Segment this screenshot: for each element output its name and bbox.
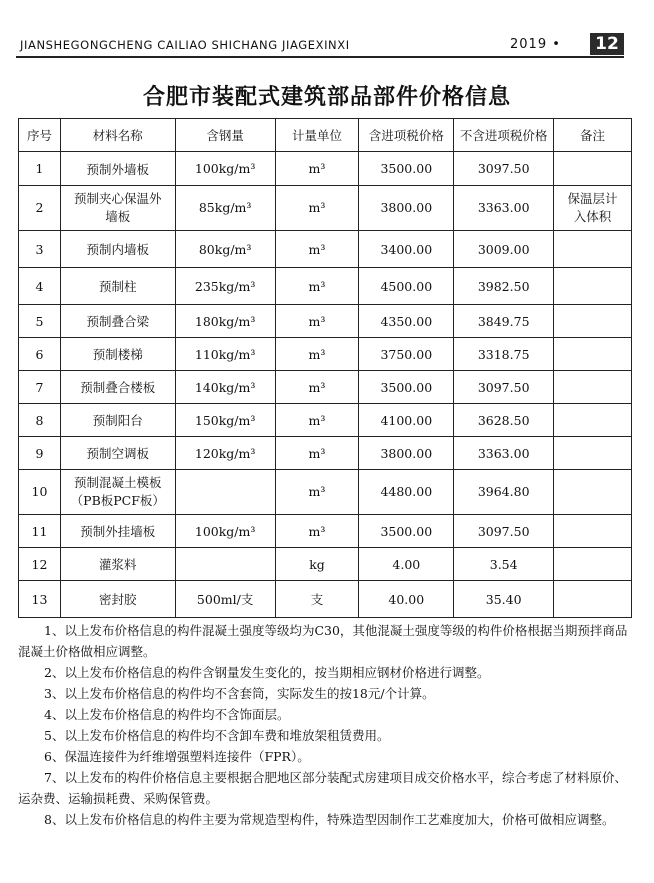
cell-price-without-tax: 3363.00 bbox=[454, 437, 554, 470]
cell-note bbox=[554, 437, 632, 470]
cell-note bbox=[554, 470, 632, 515]
cell-material: 预制外挂墙板 bbox=[60, 515, 175, 548]
cell-steel: 180kg/m³ bbox=[175, 305, 275, 338]
table-row bbox=[19, 231, 632, 268]
cell-material: 预制阳台 bbox=[60, 404, 175, 437]
cell-price-with-tax: 3750.00 bbox=[359, 338, 454, 371]
note-item: 8、以上发布价格信息的构件主要为常规造型构件，特殊造型因制作工艺难度加大，价格可做相应调整。 bbox=[44, 812, 615, 827]
note-item: 2、以上发布价格信息的构件含钢量发生变化的，按当期相应钢材价格进行调整。 bbox=[44, 665, 490, 680]
price-table bbox=[18, 118, 632, 618]
column-header-index: 序号 bbox=[19, 119, 61, 152]
cell-material: 密封胶 bbox=[60, 581, 175, 618]
cell-index: 5 bbox=[19, 305, 61, 338]
cell-price-with-tax: 40.00 bbox=[359, 581, 454, 618]
table-row bbox=[19, 186, 632, 231]
cell-material: 预制混凝土模板（PB板PCF板） bbox=[60, 470, 175, 515]
cell-note bbox=[554, 231, 632, 268]
table-row bbox=[19, 404, 632, 437]
cell-steel bbox=[175, 470, 275, 515]
cell-price-with-tax: 4350.00 bbox=[359, 305, 454, 338]
cell-unit: m³ bbox=[275, 305, 359, 338]
column-header-steel: 含钢量 bbox=[175, 119, 275, 152]
cell-steel: 150kg/m³ bbox=[175, 404, 275, 437]
cell-price-without-tax: 3097.50 bbox=[454, 515, 554, 548]
cell-index: 4 bbox=[19, 268, 61, 305]
table-row bbox=[19, 338, 632, 371]
cell-index: 10 bbox=[19, 470, 61, 515]
issue-year: 2019 • bbox=[510, 37, 561, 52]
table-row bbox=[19, 305, 632, 338]
cell-price-with-tax: 3500.00 bbox=[359, 152, 454, 186]
cell-unit: 支 bbox=[275, 581, 359, 618]
column-header-material: 材料名称 bbox=[60, 119, 175, 152]
note-item: 7、以上发布的构件价格信息主要根据合肥地区部分装配式房建项目成交价格水平，综合考虑了材料原价、运杂费、运输损耗费、采购保管费。 bbox=[18, 770, 627, 806]
table-row bbox=[19, 515, 632, 548]
cell-index: 3 bbox=[19, 231, 61, 268]
cell-price-without-tax: 3849.75 bbox=[454, 305, 554, 338]
cell-steel: 100kg/m³ bbox=[175, 152, 275, 186]
cell-material: 预制外墙板 bbox=[60, 152, 175, 186]
page-header bbox=[16, 28, 620, 58]
cell-note bbox=[554, 581, 632, 618]
cell-note bbox=[554, 338, 632, 371]
cell-steel bbox=[175, 548, 275, 581]
table-row bbox=[19, 581, 632, 618]
cell-price-without-tax: 35.40 bbox=[454, 581, 554, 618]
table-header-row bbox=[19, 119, 632, 152]
cell-unit: m³ bbox=[275, 470, 359, 515]
table-row bbox=[19, 470, 632, 515]
cell-note: 保温层计入体积 bbox=[554, 186, 632, 231]
cell-steel: 85kg/m³ bbox=[175, 186, 275, 231]
cell-index: 13 bbox=[19, 581, 61, 618]
cell-note bbox=[554, 152, 632, 186]
note-item: 5、以上发布价格信息的构件均不含卸车费和堆放架租赁费用。 bbox=[44, 728, 390, 743]
note-item: 4、以上发布价格信息的构件均不含饰面层。 bbox=[44, 707, 290, 722]
note-item: 3、以上发布价格信息的构件均不含套筒，实际发生的按18元/个计算。 bbox=[44, 686, 435, 701]
cell-material: 预制空调板 bbox=[60, 437, 175, 470]
column-header-unit: 计量单位 bbox=[275, 119, 359, 152]
table-row bbox=[19, 371, 632, 404]
cell-material: 预制夹心保温外墙板 bbox=[60, 186, 175, 231]
cell-note bbox=[554, 268, 632, 305]
cell-price-without-tax: 3009.00 bbox=[454, 231, 554, 268]
cell-index: 2 bbox=[19, 186, 61, 231]
cell-material: 预制柱 bbox=[60, 268, 175, 305]
cell-material: 灌浆料 bbox=[60, 548, 175, 581]
cell-steel: 100kg/m³ bbox=[175, 515, 275, 548]
cell-index: 7 bbox=[19, 371, 61, 404]
cell-unit: m³ bbox=[275, 338, 359, 371]
column-header-price-without-tax: 不含进项税价格 bbox=[454, 119, 554, 152]
cell-price-without-tax: 3964.80 bbox=[454, 470, 554, 515]
table-row bbox=[19, 548, 632, 581]
cell-price-without-tax: 3.54 bbox=[454, 548, 554, 581]
note-item: 6、保温连接件为纤维增强塑料连接件（FPR）。 bbox=[44, 749, 310, 764]
cell-unit: m³ bbox=[275, 268, 359, 305]
page-title: 合肥市装配式建筑部品部件价格信息 bbox=[142, 84, 511, 110]
cell-price-with-tax: 4480.00 bbox=[359, 470, 454, 515]
cell-index: 1 bbox=[19, 152, 61, 186]
note-item: 1、以上发布价格信息的构件混凝土强度等级均为C30，其他混凝土强度等级的构件价格根据当期预拌商品混凝土价格做相应调整。 bbox=[18, 623, 628, 659]
cell-price-with-tax: 4.00 bbox=[359, 548, 454, 581]
cell-steel: 80kg/m³ bbox=[175, 231, 275, 268]
cell-unit: m³ bbox=[275, 152, 359, 186]
cell-price-without-tax: 3628.50 bbox=[454, 404, 554, 437]
cell-price-with-tax: 3400.00 bbox=[359, 231, 454, 268]
table-row bbox=[19, 437, 632, 470]
cell-price-with-tax: 4500.00 bbox=[359, 268, 454, 305]
cell-steel: 500ml/支 bbox=[175, 581, 275, 618]
cell-steel: 140kg/m³ bbox=[175, 371, 275, 404]
cell-index: 6 bbox=[19, 338, 61, 371]
publication-name: JIANSHEGONGCHENG CAILIAO SHICHANG JIAGEXINXI bbox=[20, 38, 350, 52]
cell-price-without-tax: 3318.75 bbox=[454, 338, 554, 371]
cell-note bbox=[554, 404, 632, 437]
cell-index: 12 bbox=[19, 548, 61, 581]
cell-price-without-tax: 3097.50 bbox=[454, 152, 554, 186]
cell-note bbox=[554, 305, 632, 338]
cell-steel: 120kg/m³ bbox=[175, 437, 275, 470]
cell-steel: 235kg/m³ bbox=[175, 268, 275, 305]
cell-price-without-tax: 3363.00 bbox=[454, 186, 554, 231]
cell-unit: m³ bbox=[275, 437, 359, 470]
page-number: 12 bbox=[590, 33, 624, 55]
cell-price-without-tax: 3097.50 bbox=[454, 371, 554, 404]
cell-steel: 110kg/m³ bbox=[175, 338, 275, 371]
cell-index: 11 bbox=[19, 515, 61, 548]
cell-unit: m³ bbox=[275, 186, 359, 231]
notes-section bbox=[18, 620, 634, 830]
cell-price-without-tax: 3982.50 bbox=[454, 268, 554, 305]
cell-material: 预制楼梯 bbox=[60, 338, 175, 371]
cell-price-with-tax: 3500.00 bbox=[359, 371, 454, 404]
cell-unit: kg bbox=[275, 548, 359, 581]
cell-material: 预制叠合梁 bbox=[60, 305, 175, 338]
cell-price-with-tax: 3500.00 bbox=[359, 515, 454, 548]
cell-unit: m³ bbox=[275, 404, 359, 437]
cell-material: 预制叠合楼板 bbox=[60, 371, 175, 404]
cell-index: 8 bbox=[19, 404, 61, 437]
cell-price-with-tax: 4100.00 bbox=[359, 404, 454, 437]
column-header-price-with-tax: 含进项税价格 bbox=[359, 119, 454, 152]
cell-note bbox=[554, 515, 632, 548]
cell-index: 9 bbox=[19, 437, 61, 470]
cell-price-with-tax: 3800.00 bbox=[359, 437, 454, 470]
cell-material: 预制内墙板 bbox=[60, 231, 175, 268]
cell-note bbox=[554, 371, 632, 404]
cell-unit: m³ bbox=[275, 371, 359, 404]
cell-note bbox=[554, 548, 632, 581]
column-header-note: 备注 bbox=[554, 119, 632, 152]
cell-unit: m³ bbox=[275, 231, 359, 268]
table-row bbox=[19, 152, 632, 186]
header-rule bbox=[16, 56, 624, 58]
cell-unit: m³ bbox=[275, 515, 359, 548]
table-row bbox=[19, 268, 632, 305]
cell-price-with-tax: 3800.00 bbox=[359, 186, 454, 231]
